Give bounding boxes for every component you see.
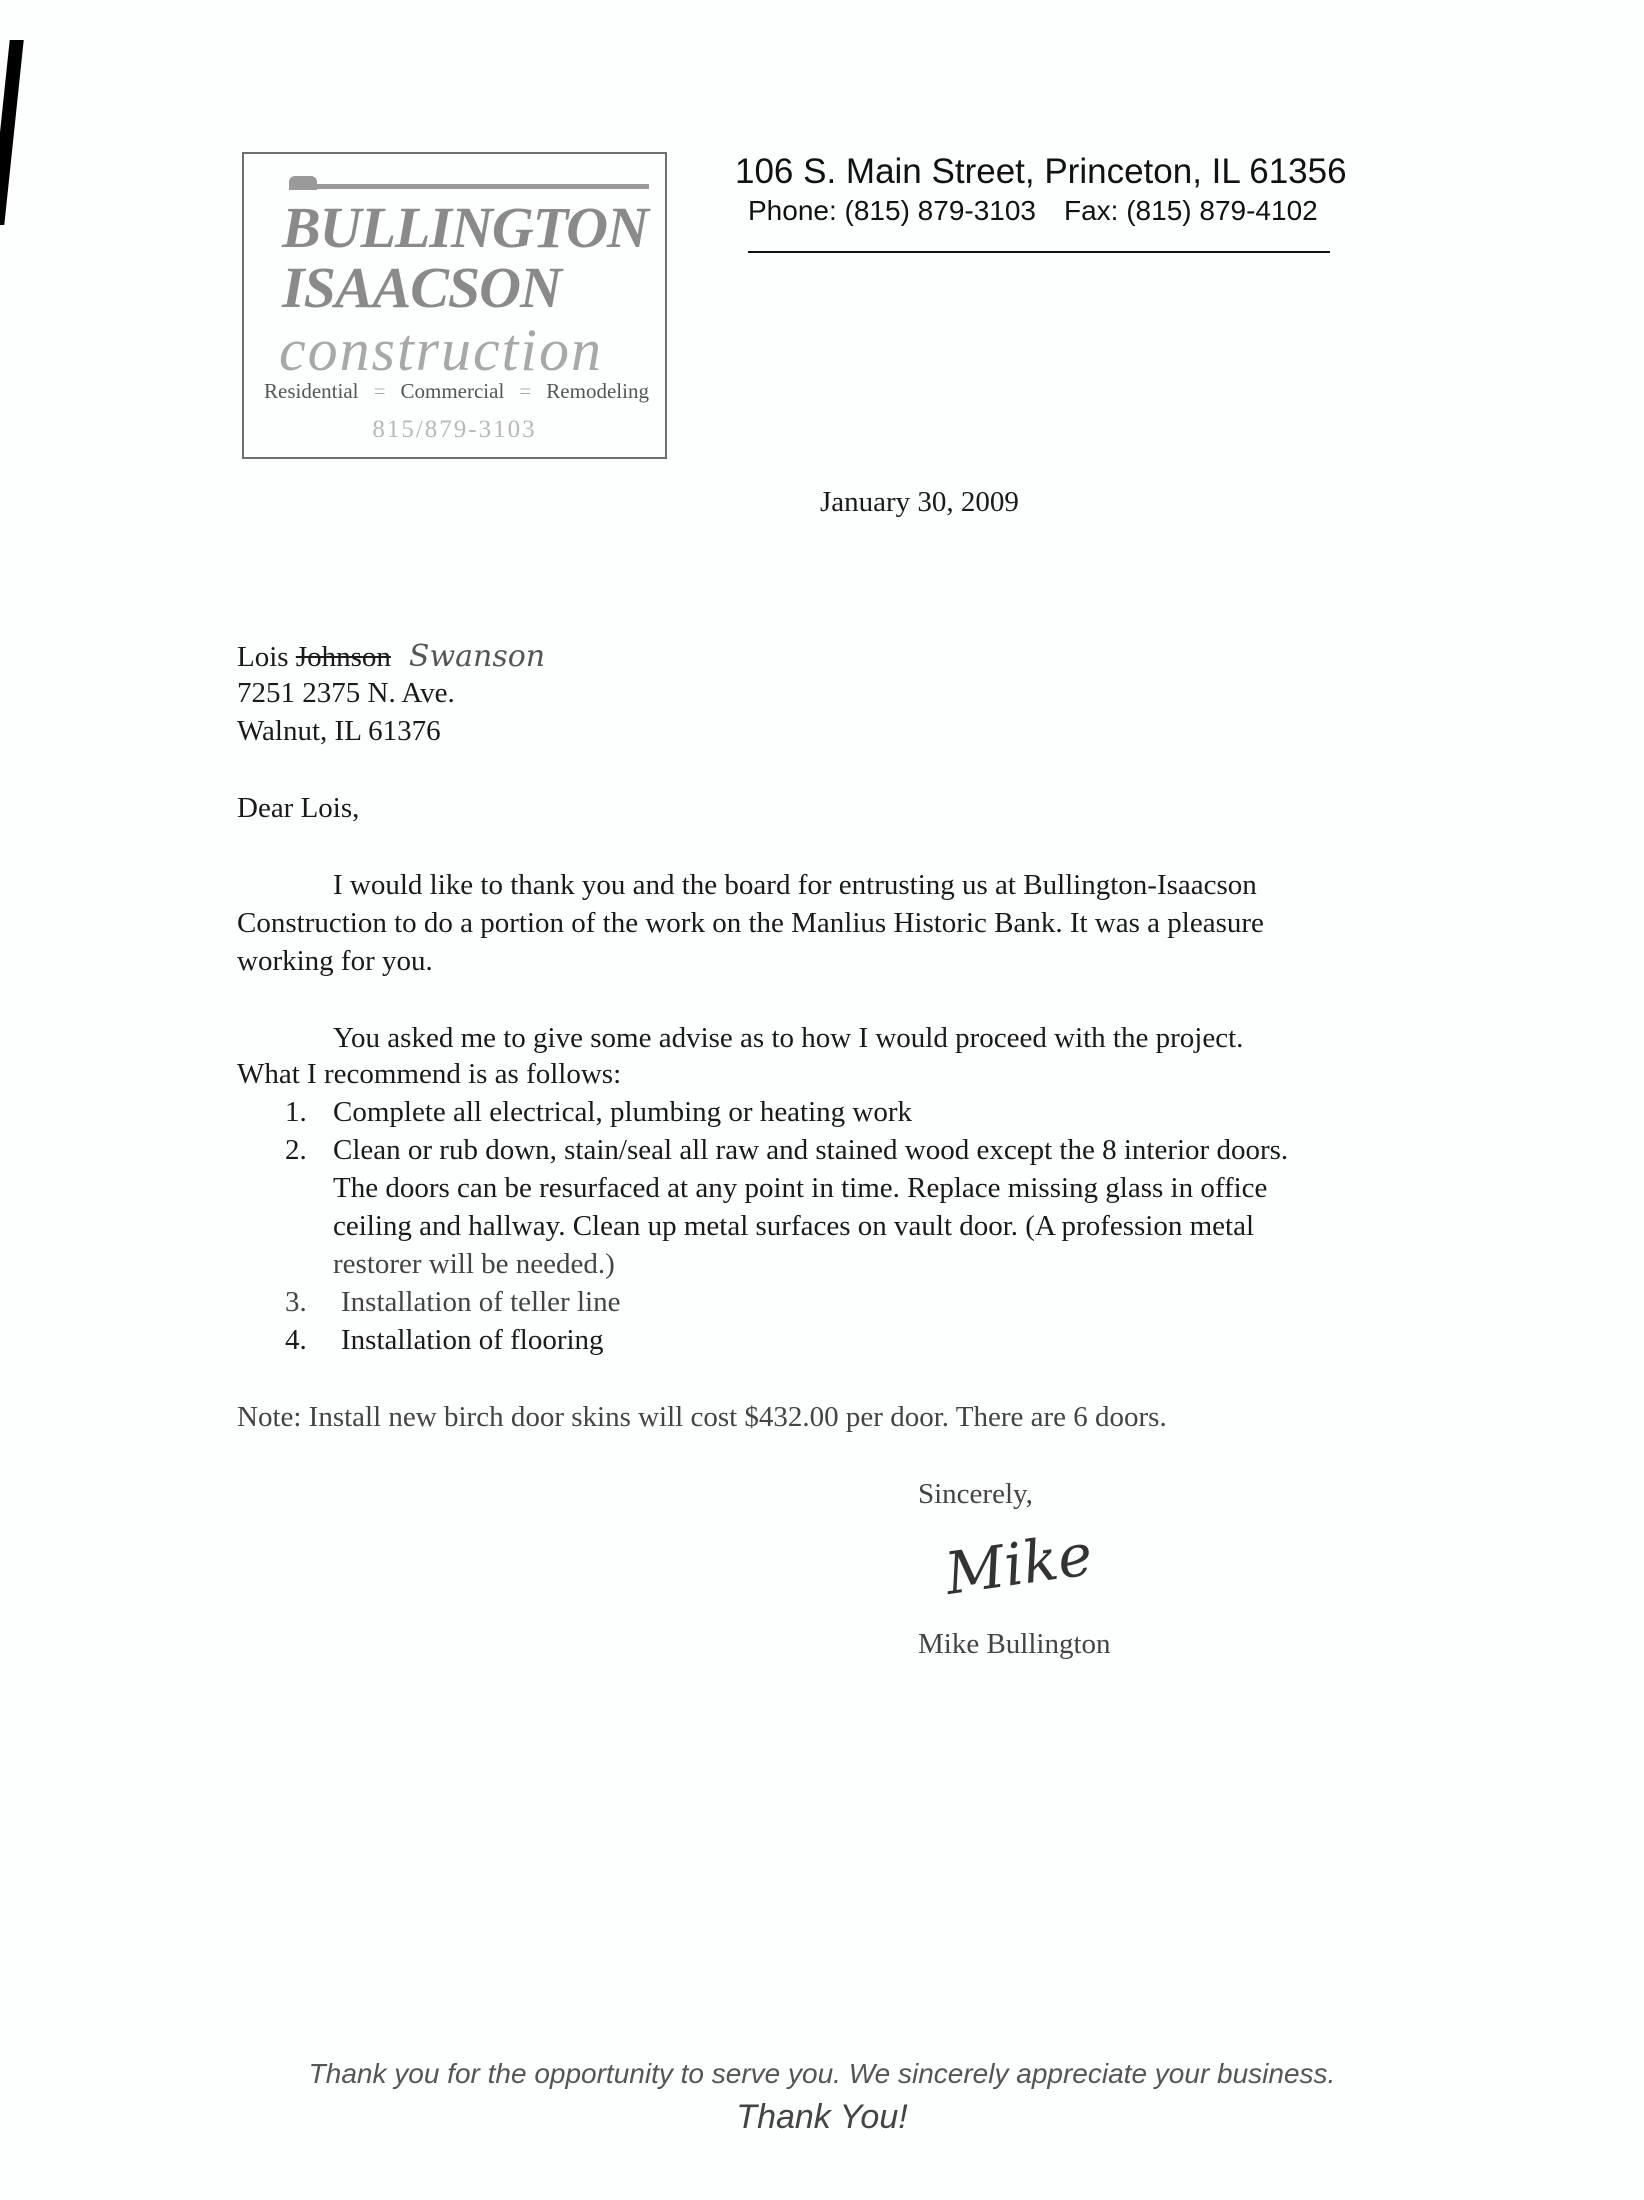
list-number: 3. bbox=[285, 1286, 307, 1318]
list-item-line: Installation of flooring bbox=[341, 1324, 604, 1356]
separator-icon: = bbox=[373, 379, 386, 403]
list-number: 2. bbox=[285, 1134, 307, 1166]
logo-service-residential: Residential bbox=[264, 379, 359, 403]
list-item-line: The doors can be resurfaced at any point in time. Replace missing glass in office bbox=[333, 1172, 1268, 1204]
letterhead-phone: Phone: (815) 879-3103 bbox=[748, 195, 1036, 226]
separator-icon: = bbox=[519, 379, 532, 403]
salutation: Dear Lois, bbox=[237, 792, 360, 824]
logo-phone: 815/879-3103 bbox=[372, 416, 537, 443]
list-item-line: ceiling and hallway. Clean up metal surfaces on vault door. (A profession metal bbox=[333, 1210, 1255, 1242]
list-item-line: Installation of teller line bbox=[341, 1286, 621, 1318]
letter-date: January 30, 2009 bbox=[820, 486, 1019, 518]
recipient-street: 7251 2375 N. Ave. bbox=[237, 677, 455, 709]
logo-services bbox=[264, 379, 649, 404]
letterhead-fax: Fax: (815) 879-4102 bbox=[1064, 195, 1318, 226]
letterhead-contact bbox=[748, 195, 1318, 227]
recipient-struck-last-name: Johnson bbox=[295, 641, 391, 673]
footer-thanks: Thank you for the opportunity to serve you. We sincerely appreciate your business. bbox=[308, 2058, 1336, 2089]
signer-name: Mike Bullington bbox=[918, 1628, 1111, 1660]
paragraph-line: Construction to do a portion of the work on the Manlius Historic Bank. It was a pleasure bbox=[237, 907, 1264, 939]
logo-service-remodeling: Remodeling bbox=[546, 379, 649, 403]
list-item-line: restorer will be needed.) bbox=[333, 1248, 615, 1280]
logo-line-3: construction bbox=[279, 317, 603, 383]
logo-line-1: BULLINGTON bbox=[282, 195, 648, 260]
list-number: 4. bbox=[285, 1324, 307, 1356]
list-item-line: Complete all electrical, plumbing or heating work bbox=[333, 1096, 913, 1128]
logo-service-commercial: Commercial bbox=[400, 379, 505, 403]
paragraph-line: I would like to thank you and the board for entrusting us at Bullington-Isaacson bbox=[333, 869, 1257, 901]
recipient-city: Walnut, IL 61376 bbox=[237, 715, 441, 747]
letterhead-address: 106 S. Main Street, Princeton, IL 61356 bbox=[735, 152, 1347, 191]
list-number: 1. bbox=[285, 1096, 307, 1128]
scan-edge-mark bbox=[0, 40, 24, 225]
logo-decoration bbox=[289, 184, 649, 189]
footer-thank-you: Thank You! bbox=[736, 2098, 908, 2136]
company-logo bbox=[242, 152, 667, 459]
closing: Sincerely, bbox=[918, 1478, 1033, 1510]
paragraph-line: You asked me to give some advise as to how I would proceed with the project. bbox=[333, 1022, 1244, 1054]
list-item-line: Clean or rub down, stain/seal all raw and stained wood except the 8 interior doors. bbox=[333, 1134, 1289, 1166]
letterhead-rule bbox=[748, 251, 1330, 253]
paragraph-line: What I recommend is as follows: bbox=[237, 1058, 622, 1090]
logo-line-2: ISAACSON bbox=[282, 255, 561, 320]
paragraph-line: working for you. bbox=[237, 945, 433, 977]
cost-note: Note: Install new birch door skins will cost $432.00 per door. There are 6 doors. bbox=[237, 1401, 1167, 1433]
recipient-first-name: Lois bbox=[237, 641, 289, 673]
recipient-name bbox=[237, 639, 545, 674]
handwritten-correction: Swanson bbox=[408, 639, 546, 674]
handwritten-signature: Mike bbox=[940, 1520, 1097, 1608]
